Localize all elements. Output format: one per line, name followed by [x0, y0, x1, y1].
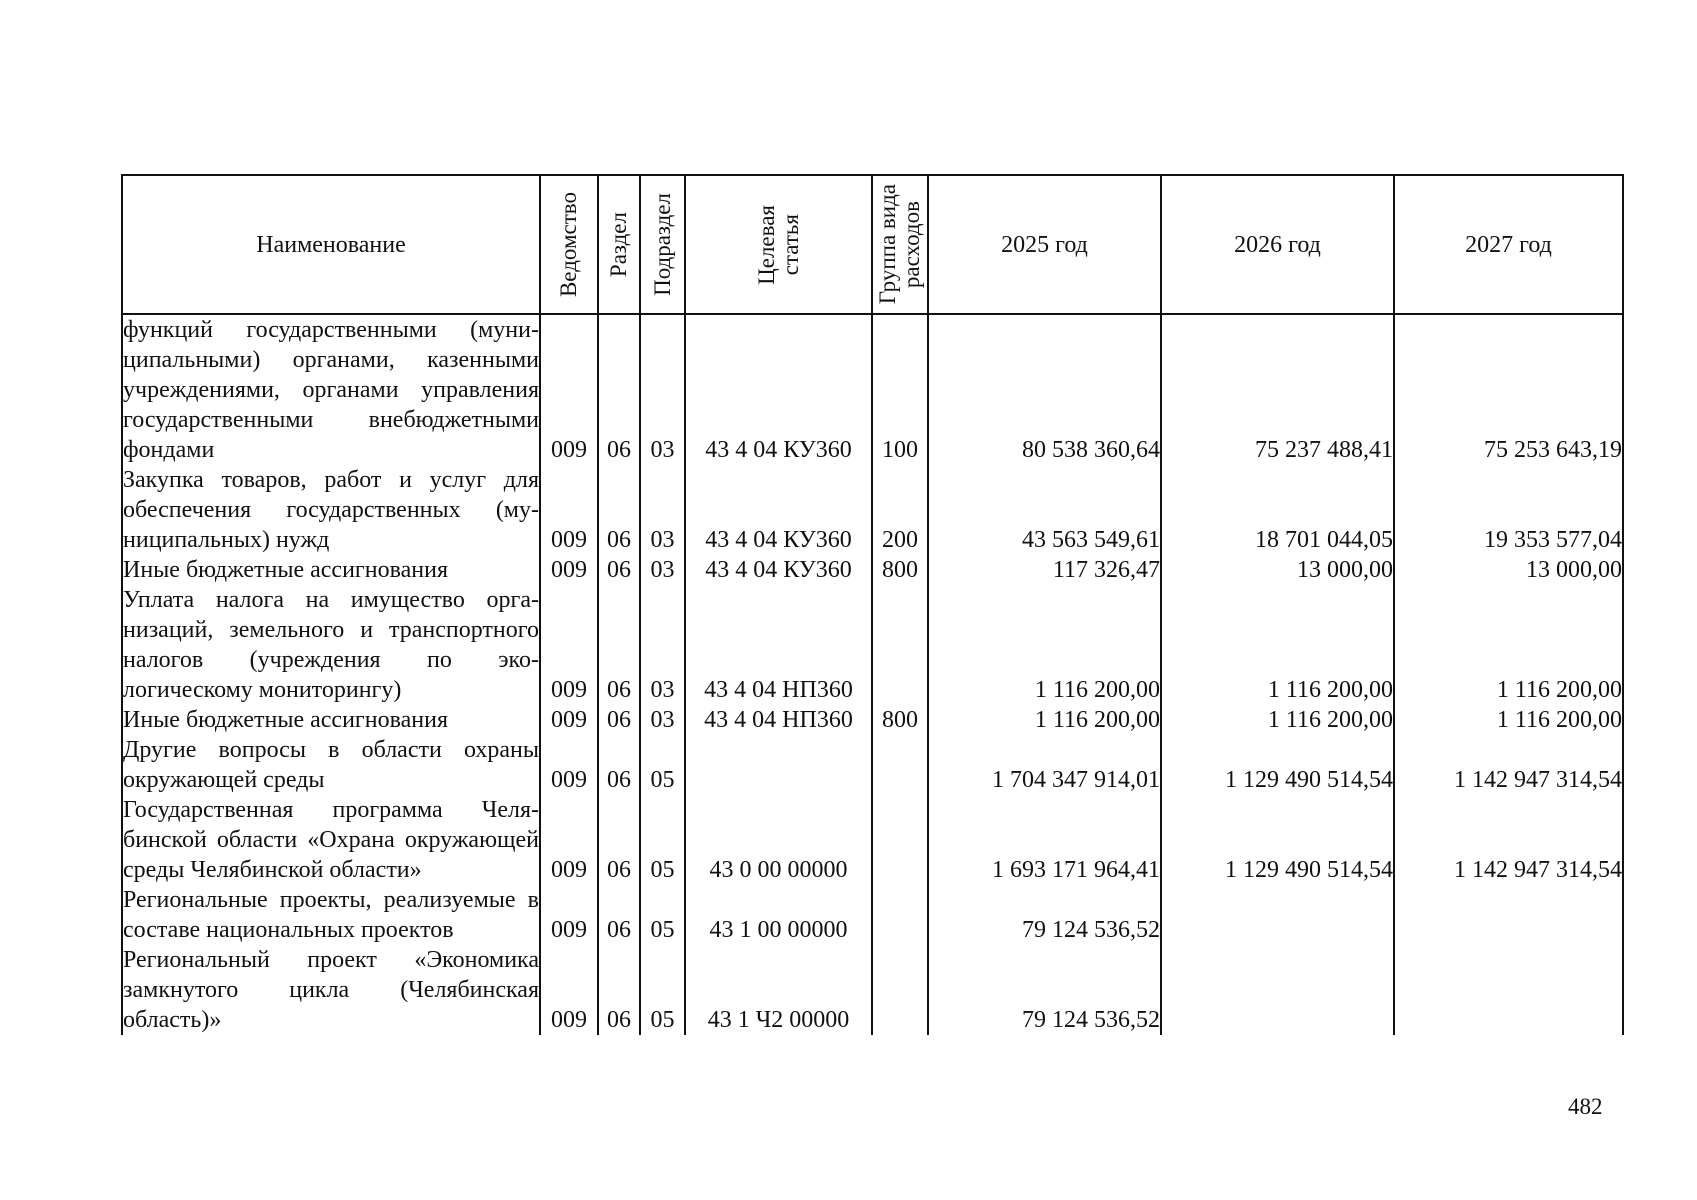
row-subsection: 03 [640, 314, 685, 465]
row-section: 06 [598, 705, 640, 735]
page-number: 482 [1568, 1094, 1603, 1119]
row-amount-2025: 1 116 200,00 [928, 705, 1161, 735]
row-expense-group: 800 [872, 555, 928, 585]
row-subsection: 05 [640, 945, 685, 1035]
row-amount-2025: 1 116 200,00 [928, 585, 1161, 705]
row-amount-2027: 1 116 200,00 [1394, 585, 1623, 705]
row-section: 06 [598, 465, 640, 555]
row-amount-2027: 13 000,00 [1394, 555, 1623, 585]
row-amount-2025: 79 124 536,52 [928, 945, 1161, 1035]
row-amount-2025: 117 326,47 [928, 555, 1161, 585]
row-expense-group [872, 585, 928, 705]
row-department: 009 [540, 735, 598, 795]
header-expense-group [872, 175, 928, 314]
row-target-article [685, 735, 872, 795]
row-amount-2026 [1161, 945, 1394, 1035]
row-section: 06 [598, 945, 640, 1035]
row-name: Региональные проекты, реализуемые в составе национальных проектов [123, 887, 539, 943]
row-target-article: 43 0 00 00000 [685, 795, 872, 885]
row-section: 06 [598, 795, 640, 885]
row-amount-2027: 75 253 643,19 [1394, 314, 1623, 465]
table-row [122, 735, 1623, 795]
header-section [598, 175, 640, 314]
table-row [122, 314, 1623, 465]
row-target-article: 43 4 04 НП360 [685, 585, 872, 705]
table-row [122, 885, 1623, 945]
row-amount-2026: 1 129 490 514,54 [1161, 735, 1394, 795]
header-year-2025-label: 2025 год [1001, 231, 1088, 258]
row-amount-2026: 75 237 488,41 [1161, 314, 1394, 465]
row-target-article: 43 4 04 КУ360 [685, 555, 872, 585]
row-amount-2027: 1 142 947 314,54 [1394, 735, 1623, 795]
row-amount-2026: 13 000,00 [1161, 555, 1394, 585]
row-amount-2025: 79 124 536,52 [928, 885, 1161, 945]
row-expense-group [872, 735, 928, 795]
row-subsection: 03 [640, 555, 685, 585]
row-target-article: 43 1 00 00000 [685, 885, 872, 945]
table-row [122, 795, 1623, 885]
table-row [122, 555, 1623, 585]
header-subsection-label: Подраздел [649, 193, 675, 296]
row-section: 06 [598, 735, 640, 795]
row-expense-group: 100 [872, 314, 928, 465]
row-name: Закупка товаров, работ и услуг для обеспечения государственных (муниципальных) нужд [123, 467, 539, 553]
row-name: Иные бюджетные ассигнования [122, 705, 540, 735]
table-row [122, 705, 1623, 735]
row-expense-group [872, 945, 928, 1035]
header-name-label: Наименование [256, 231, 406, 258]
row-amount-2025: 1 693 171 964,41 [928, 795, 1161, 885]
row-expense-group: 800 [872, 705, 928, 735]
row-name: Иные бюджетные ассигнования [122, 555, 540, 585]
row-amount-2026: 1 116 200,00 [1161, 705, 1394, 735]
header-expense-group-line2: расходов [899, 200, 924, 289]
header-year-2026 [1161, 175, 1394, 314]
header-year-2027 [1394, 175, 1623, 314]
row-subsection: 05 [640, 795, 685, 885]
row-amount-2027 [1394, 885, 1623, 945]
row-subsection: 03 [640, 465, 685, 555]
row-amount-2027: 19 353 577,04 [1394, 465, 1623, 555]
row-subsection: 03 [640, 585, 685, 705]
header-department-label: Ведомство [556, 191, 581, 298]
row-subsection: 05 [640, 735, 685, 795]
row-subsection: 03 [640, 705, 685, 735]
row-department: 009 [540, 465, 598, 555]
row-amount-2026 [1161, 885, 1394, 945]
header-year-2027-label: 2027 год [1465, 231, 1552, 258]
row-amount-2025: 1 704 347 914,01 [928, 735, 1161, 795]
row-target-article: 43 4 04 КУ360 [685, 314, 872, 465]
row-department: 009 [540, 585, 598, 705]
row-subsection: 05 [640, 885, 685, 945]
row-expense-group: 200 [872, 465, 928, 555]
header-year-2026-label: 2026 год [1234, 231, 1321, 258]
row-amount-2027: 1 142 947 314,54 [1394, 795, 1623, 885]
row-department: 009 [540, 795, 598, 885]
header-subsection [640, 175, 685, 314]
row-name: Государственная программа Челябинской области «Охрана окружающей среды Челябинской области» [123, 797, 539, 883]
table-row [122, 945, 1623, 1035]
row-name: Уплата налога на имущество организаций, земельного и транспортного налогов (учреждения по экологическому мониторингу) [123, 587, 539, 703]
header-target-article [685, 175, 872, 314]
header-section-label: Раздел [606, 211, 631, 278]
row-amount-2025: 80 538 360,64 [928, 314, 1161, 465]
row-department: 009 [540, 555, 598, 585]
header-department [540, 175, 598, 314]
row-amount-2027 [1394, 945, 1623, 1035]
row-name: Региональный проект «Экономика замкнутого цикла (Челябинская область)» [123, 947, 539, 1033]
row-name: функций государственными (муниципальными) органами, казенными учреждениями, органами управления государственными внебюджетными фондами [122, 314, 540, 465]
row-target-article: 43 1 Ч2 00000 [685, 945, 872, 1035]
row-target-article: 43 4 04 КУ360 [685, 465, 872, 555]
row-section: 06 [598, 555, 640, 585]
header-expense-group-line1: Группа вида [875, 184, 900, 305]
row-expense-group [872, 885, 928, 945]
budget-document [121, 174, 1622, 1035]
row-target-article: 43 4 04 НП360 [685, 705, 872, 735]
row-amount-2026: 1 116 200,00 [1161, 585, 1394, 705]
row-amount-2026: 1 129 490 514,54 [1161, 795, 1394, 885]
row-department: 009 [540, 314, 598, 465]
header-year-2025 [928, 175, 1161, 314]
table-row [122, 585, 1623, 705]
row-section: 06 [598, 585, 640, 705]
header-target-article-line1: Целевая [753, 204, 779, 285]
row-department: 009 [540, 885, 598, 945]
row-department: 009 [540, 705, 598, 735]
row-section: 06 [598, 885, 640, 945]
row-amount-2027: 1 116 200,00 [1394, 705, 1623, 735]
row-name: Другие вопросы в области охраны окружающей среды [123, 737, 539, 793]
row-amount-2026: 18 701 044,05 [1161, 465, 1394, 555]
row-expense-group [872, 795, 928, 885]
table-row [122, 465, 1623, 555]
row-section: 06 [598, 314, 640, 465]
table-header-row [122, 175, 1623, 314]
header-target-article-line2: статья [777, 213, 803, 276]
row-department: 009 [540, 945, 598, 1035]
row-amount-2025: 43 563 549,61 [928, 465, 1161, 555]
budget-table [121, 174, 1624, 1035]
header-name [122, 175, 540, 314]
